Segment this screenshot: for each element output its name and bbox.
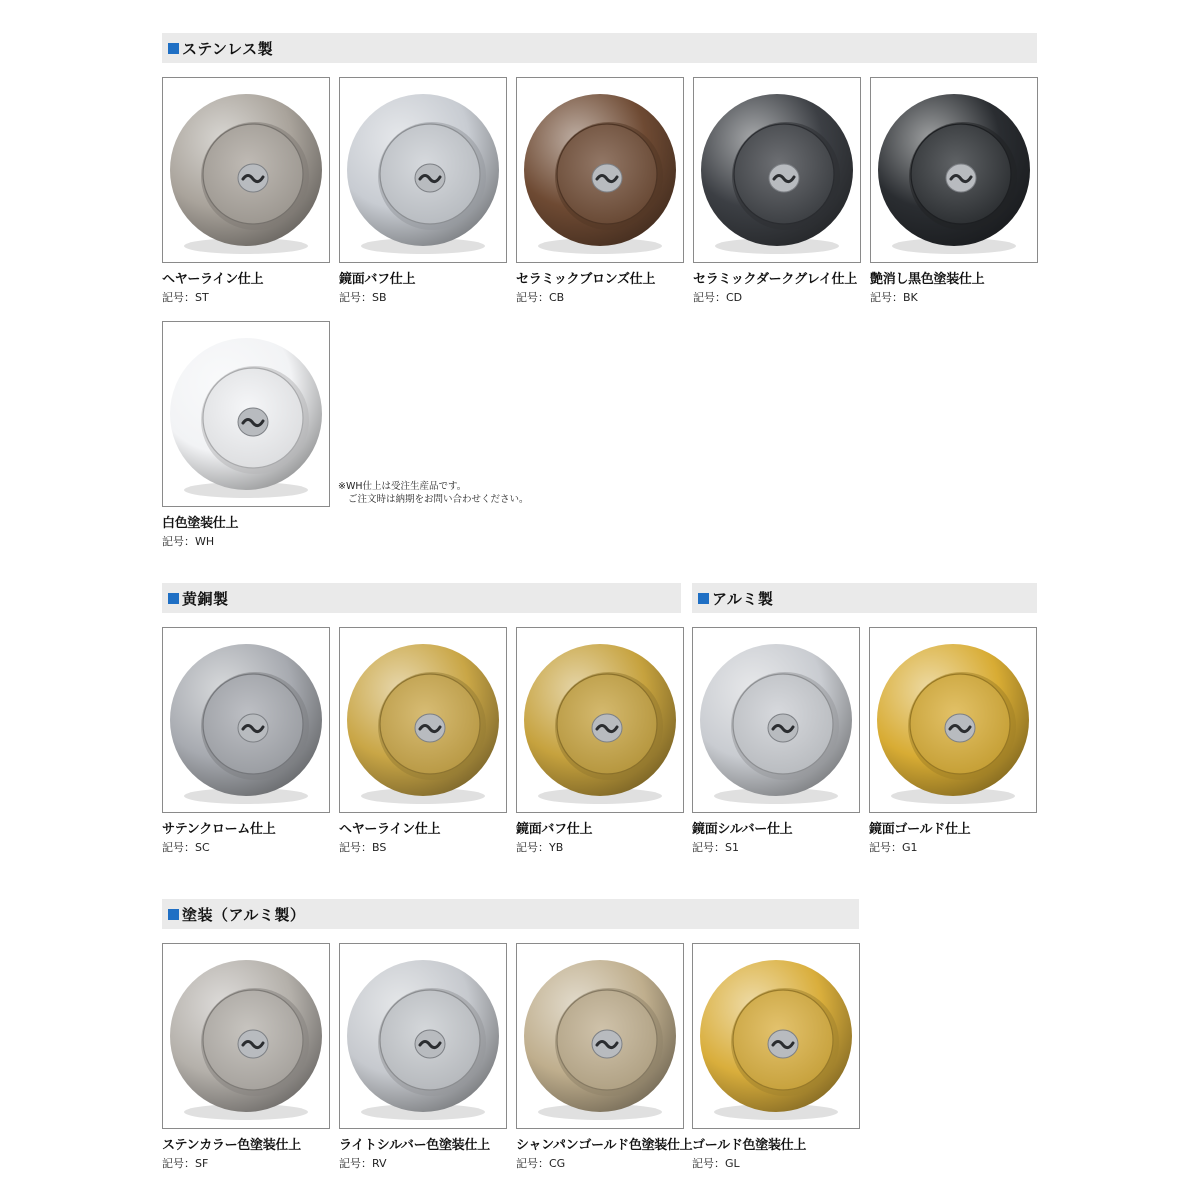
product-name: 鏡面バフ仕上 — [339, 272, 416, 287]
cylinder-illustration — [871, 78, 1037, 262]
section-title: 黄銅製 — [182, 589, 229, 608]
section-header-aluminum — [692, 583, 1037, 613]
product-card-g1[interactable] — [869, 627, 1037, 855]
section-header-stainless — [162, 33, 1037, 63]
product-name: 艶消し黒色塗装仕上 — [870, 272, 985, 287]
product-code: 記号：CB — [516, 291, 565, 304]
product-card-gl[interactable] — [692, 943, 860, 1171]
cylinder-illustration — [694, 78, 860, 262]
product-card-sb[interactable] — [339, 77, 507, 305]
product-name: 鏡面ゴールド仕上 — [869, 822, 971, 837]
made-to-order-note — [338, 480, 529, 506]
lock-image — [692, 627, 860, 813]
product-code: 記号：SF — [162, 1157, 209, 1170]
product-card-rv[interactable] — [339, 943, 507, 1171]
product-name: シャンパンゴールド色塗装仕上 — [516, 1138, 693, 1153]
cylinder-illustration — [517, 78, 683, 262]
product-card-cg[interactable] — [516, 943, 693, 1171]
cylinder-illustration — [163, 628, 329, 812]
product-code: 記号：YB — [516, 841, 564, 854]
lock-image — [162, 627, 330, 813]
product-card-cd[interactable] — [693, 77, 861, 305]
lock-image — [162, 943, 330, 1129]
cylinder-illustration — [340, 944, 506, 1128]
product-card-bs[interactable] — [339, 627, 507, 855]
cylinder-illustration — [340, 628, 506, 812]
product-name: ゴールド色塗装仕上 — [692, 1138, 807, 1153]
product-card-yb[interactable] — [516, 627, 684, 855]
product-name: セラミックブロンズ仕上 — [516, 272, 656, 287]
product-card-bk[interactable] — [870, 77, 1038, 305]
product-code: 記号：S1 — [692, 841, 739, 854]
product-code: 記号：RV — [339, 1157, 387, 1170]
section-marker-icon — [168, 43, 179, 54]
product-code: 記号：G1 — [869, 841, 918, 854]
cylinder-illustration — [870, 628, 1036, 812]
lock-image — [516, 943, 684, 1129]
product-code: 記号：GL — [692, 1157, 740, 1170]
product-name: 白色塗装仕上 — [162, 516, 239, 531]
section-header-painted — [162, 899, 859, 929]
product-code: 記号：CG — [516, 1157, 566, 1170]
lock-image — [339, 77, 507, 263]
section-marker-icon — [168, 909, 179, 920]
product-card-cb[interactable] — [516, 77, 684, 305]
product-code: 記号：BS — [339, 841, 387, 854]
product-code: 記号：CD — [693, 291, 743, 304]
lock-image — [162, 321, 330, 507]
section-title: ステンレス製 — [182, 39, 274, 58]
product-card-s1[interactable] — [692, 627, 860, 855]
note-line: ご注文時は納期をお問い合わせください。 — [348, 494, 529, 505]
product-name: サテンクローム仕上 — [162, 822, 276, 837]
product-code: 記号：BK — [870, 291, 918, 304]
section-marker-icon — [168, 593, 179, 604]
lock-image — [339, 627, 507, 813]
section-title: アルミ製 — [712, 589, 774, 608]
product-card-sf[interactable] — [162, 943, 330, 1171]
product-code: 記号：SC — [162, 841, 210, 854]
lock-image — [516, 627, 684, 813]
section-title: 塗装（アルミ製） — [182, 905, 306, 924]
product-name: ヘヤーライン仕上 — [339, 822, 441, 837]
product-name: ステンカラー色塗装仕上 — [162, 1138, 301, 1153]
lock-image — [339, 943, 507, 1129]
cylinder-illustration — [693, 944, 859, 1128]
product-code: 記号：SB — [339, 291, 387, 304]
cylinder-illustration — [163, 322, 329, 506]
product-name: セラミックダークグレイ仕上 — [693, 272, 857, 287]
cylinder-illustration — [693, 628, 859, 812]
product-name: 鏡面シルバー仕上 — [692, 822, 793, 837]
cylinder-illustration — [517, 628, 683, 812]
cylinder-illustration — [163, 78, 329, 262]
product-name: ヘヤーライン仕上 — [162, 272, 264, 287]
product-card-sc[interactable] — [162, 627, 330, 855]
lock-image — [516, 77, 684, 263]
lock-image — [870, 77, 1038, 263]
lock-image — [162, 77, 330, 263]
cylinder-illustration — [163, 944, 329, 1128]
cylinder-illustration — [340, 78, 506, 262]
lock-image — [869, 627, 1037, 813]
product-code: 記号：ST — [162, 291, 209, 304]
product-name: ライトシルバー色塗装仕上 — [339, 1138, 490, 1153]
cylinder-illustration — [517, 944, 683, 1128]
product-name: 鏡面バフ仕上 — [516, 822, 593, 837]
lock-image — [693, 77, 861, 263]
product-code: 記号：WH — [162, 535, 215, 548]
lock-image — [692, 943, 860, 1129]
note-line: ※WH仕上は受注生産品です。 — [338, 481, 467, 492]
product-card-wh[interactable] — [162, 321, 330, 549]
section-marker-icon — [698, 593, 709, 604]
section-header-brass — [162, 583, 681, 613]
product-card-st[interactable] — [162, 77, 330, 305]
